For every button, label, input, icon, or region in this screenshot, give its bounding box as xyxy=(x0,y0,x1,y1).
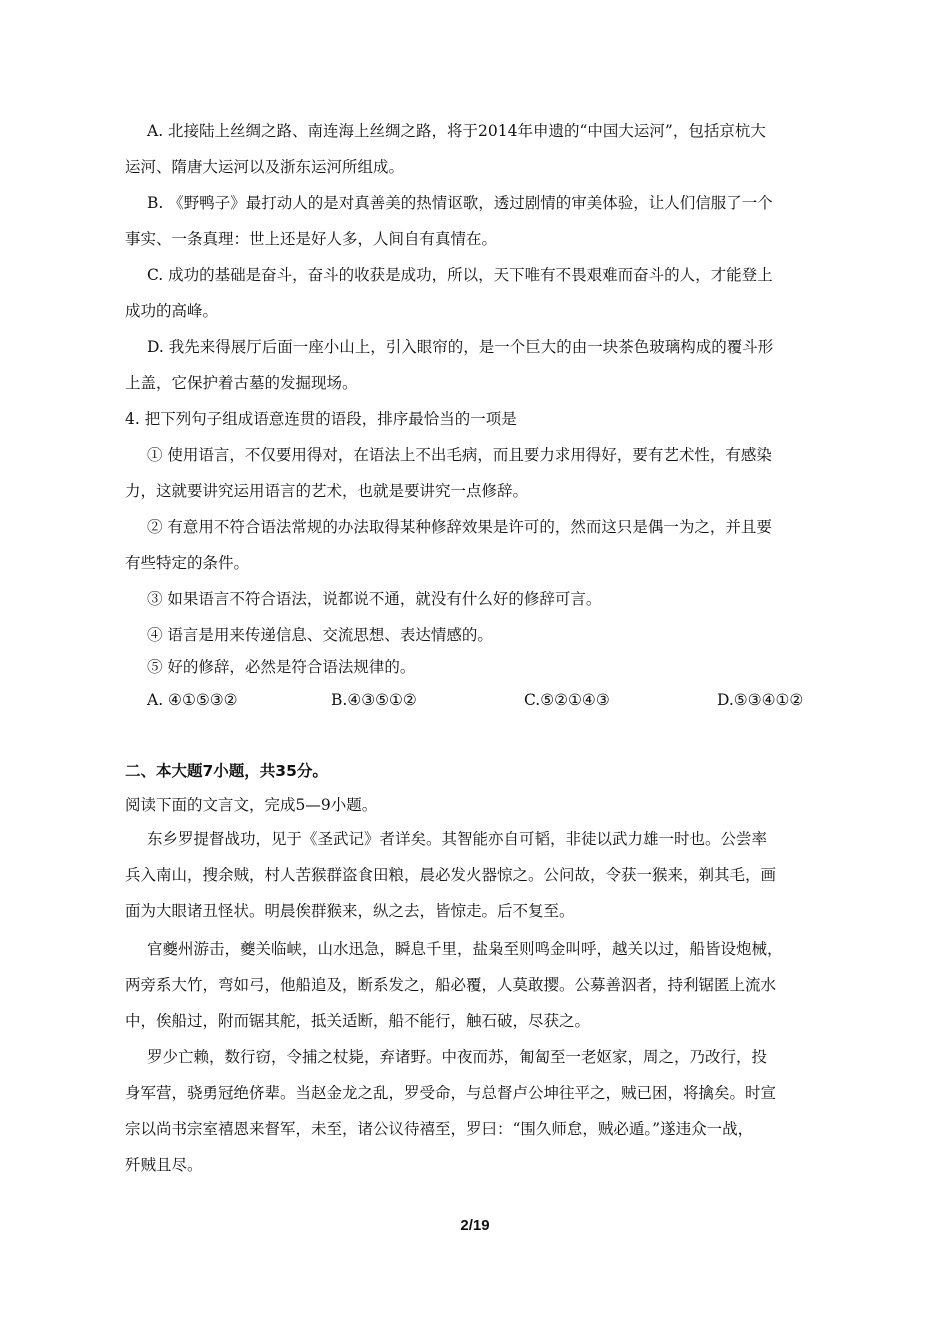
passage-p2-line2: 两旁系大竹，弯如弓，他船追及，断系发之，船必覆，人莫敢撄。公募善泅者，持利锯匿上流水 xyxy=(125,976,777,994)
page-number: 2/19 xyxy=(460,1217,490,1234)
q4-stem: 4. 把下列句子组成语意连贯的语段，排序最恰当的一项是 xyxy=(125,410,517,428)
passage-p3-line3: 宗以尚书宗室禧恩来督军，未至，诸公议待禧至，罗曰：“围久师怠，贼必遁。”遂违众一战， xyxy=(125,1120,754,1138)
passage-p3-line4: 歼贼且尽。 xyxy=(125,1156,203,1174)
q4-sentence-4: ④ 语言是用来传递信息、交流思想、表达情感的。 xyxy=(147,626,493,644)
q3-option-d-line1: D. 我先来得展厅后面一座小山上，引入眼帘的，是一个巨大的由一块茶色玻璃构成的覆斗形 xyxy=(147,338,774,356)
q4-option-a: A. ④①⑤③② xyxy=(147,691,238,709)
q4-option-c: C.⑤②①④③ xyxy=(524,691,610,709)
passage-p3-line2: 身军营，骁勇冠绝侪辈。当赵金龙之乱，罗受命，与总督卢公坤往平之，贼已困，将擒矣。时宣 xyxy=(125,1084,777,1102)
passage-p1-line1: 东乡罗提督战功，见于《圣武记》者详矣。其智能亦自可韬，非徒以武力雄一时也。公尝率 xyxy=(147,830,768,848)
q4-sentence-1-line2: 力，这就要讲究运用语言的艺术，也就是要讲究一点修辞。 xyxy=(125,482,529,500)
q3-option-a-line2: 运河、隋唐大运河以及浙东运河所组成。 xyxy=(125,158,405,176)
q4-option-d: D.⑤③④①② xyxy=(717,691,804,709)
passage-p3-line1: 罗少亡赖，数行窃，令捕之杖毙，弃诸野。中夜而苏，匍匐至一老妪家，周之，乃改行，投 xyxy=(147,1048,768,1066)
q4-sentence-5: ⑤ 好的修辞，必然是符合语法规律的。 xyxy=(147,658,416,676)
q3-option-d-line2: 上盖，它保护着古墓的发掘现场。 xyxy=(125,374,358,392)
passage-p1-line3: 面为大眼诸丑怪状。明晨俟群猴来，纵之去，皆惊走。后不复至。 xyxy=(125,902,575,920)
q4-sentence-3: ③ 如果语言不符合语法，说都说不通，就没有什么好的修辞可言。 xyxy=(147,590,602,608)
q3-option-c-line2: 成功的高峰。 xyxy=(125,302,219,320)
passage-p2-line3: 中，俟船过，附而锯其舵，抵关适断，船不能行，触石破，尽获之。 xyxy=(125,1012,591,1030)
q4-option-b: B.④③⑤①② xyxy=(331,691,417,709)
q3-option-c-line1: C. 成功的基础是奋斗，奋斗的收获是成功，所以，天下唯有不畏艰难而奋斗的人，才能登上 xyxy=(147,266,773,284)
section-heading: 二、本大题7小题，共35分。 xyxy=(125,762,328,780)
q4-sentence-1-line1: ① 使用语言，不仅要用得对，在语法上不出毛病，而且要力求用得好，要有艺术性，有感染 xyxy=(147,446,772,464)
q3-option-b-line1: B. 《野鸭子》最打动人的是对真善美的热情讴歌，透过剧情的审美体验，让人们信服了一个 xyxy=(147,194,773,212)
passage-p1-line2: 兵入南山，搜余贼，村人苦猴群盗食田粮，晨必发火器惊之。公问故，令获一猴来，剃其毛，画 xyxy=(125,866,777,884)
section-instruction: 阅读下面的文言文，完成5—9小题。 xyxy=(125,796,378,814)
q4-sentence-2-line1: ② 有意用不符合语法常规的办法取得某种修辞效果是许可的，然而这只是偶一为之，并且要 xyxy=(147,518,772,536)
q3-option-a-line1: A. 北接陆上丝绸之路、南连海上丝绸之路，将于2014年申遗的“中国大运河”，包括京杭大 xyxy=(147,122,766,140)
passage-p2-line1: 官夔州游击，夔关临峡，山水迅急，瞬息千里，盐枭至则鸣金叫呼，越关以过，船皆设炮械， xyxy=(147,940,783,958)
q4-sentence-2-line2: 有些特定的条件。 xyxy=(125,554,250,572)
q3-option-b-line2: 事实、一条真理：世上还是好人多，人间自有真情在。 xyxy=(125,230,498,248)
